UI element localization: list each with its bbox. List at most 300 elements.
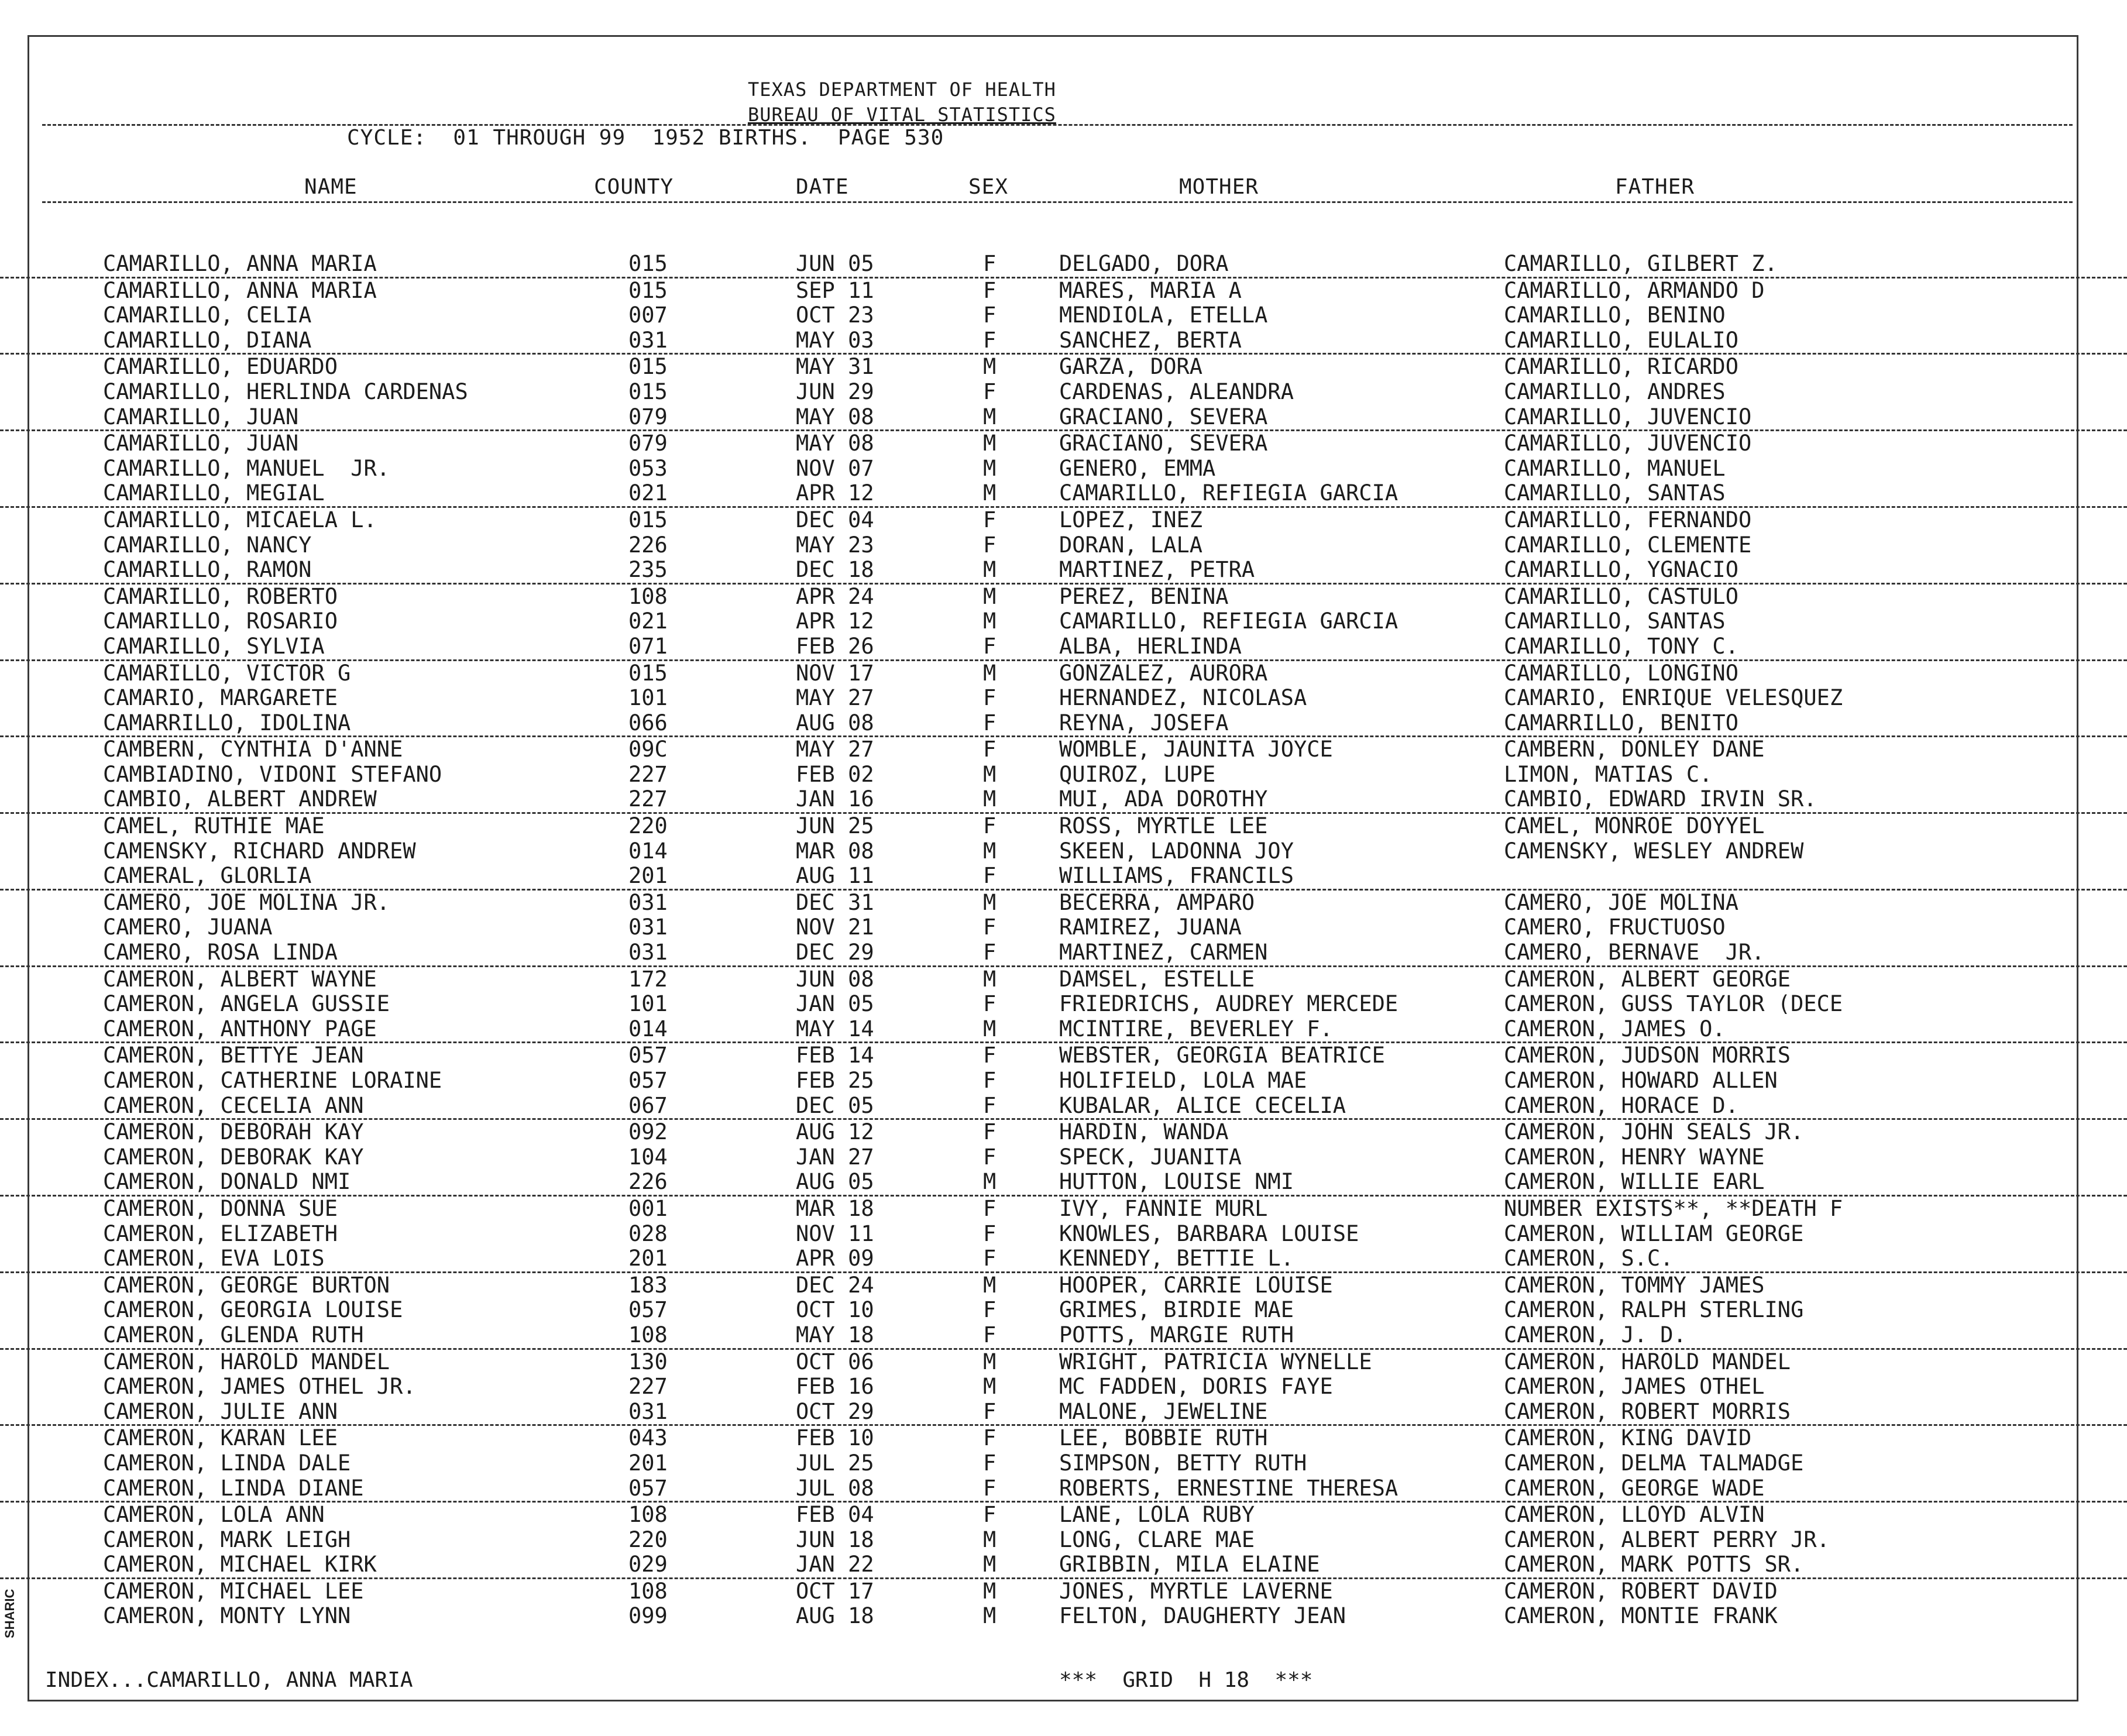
cell-date: AUG 05 [796,1169,874,1195]
cell-mother: FELTON, DAUGHERTY JEAN [1059,1603,1346,1629]
cell-father: CAMERON, KING DAVID [1504,1425,1752,1451]
cell-sex: M [983,1552,997,1577]
cell-name: CAMARIO, MARGARETE [103,685,338,711]
cell-mother: LEE, BOBBIE RUTH [1059,1425,1268,1451]
header-subtitle: BUREAU OF VITAL STATISTICS [748,104,1056,126]
cell-date: JUN 18 [796,1527,874,1552]
cell-name: CAMERON, GEORGE BURTON [103,1272,390,1298]
cell-mother: LOPEZ, INEZ [1059,507,1203,532]
cell-date: JAN 05 [796,991,874,1017]
cell-name: CAMERON, DONNA SUE [103,1195,338,1221]
table-row [0,1400,2127,1426]
table-row [0,940,2127,967]
cell-sex: F [983,1068,997,1093]
cell-date: DEC 04 [796,507,874,532]
cell-mother: GARZA, DORA [1059,354,1203,380]
cell-date: JAN 16 [796,786,874,812]
cell-county: 108 [628,583,668,609]
cell-sex: F [983,710,997,735]
table-row [0,405,2127,432]
cell-father: CAMERON, ROBERT MORRIS [1504,1398,1791,1424]
cell-sex: M [983,1578,997,1604]
cell-county: 108 [628,1322,668,1347]
cell-mother: LONG, CLARE MAE [1059,1527,1255,1552]
table-row [0,328,2127,355]
cell-county: 014 [628,838,668,864]
cell-name: CAMERON, JULIE ANN [103,1398,338,1424]
cell-sex: M [983,786,997,812]
cell-date: NOV 07 [796,455,874,481]
cell-name: CAMARILLO, ANNA MARIA [103,277,377,303]
cell-sex: F [983,633,997,659]
table-row [0,891,2127,916]
column-header-rule [42,201,2073,203]
table-row [0,762,2127,788]
cell-name: CAMERAL, GLORLIA [103,863,312,889]
cell-date: MAY 31 [796,354,874,380]
cell-mother: GENERO, EMMA [1059,455,1216,481]
cell-name: CAMERON, GLENDA RUTH [103,1322,364,1347]
cell-sex: M [983,660,997,686]
table-row [0,609,2127,634]
cell-mother: ROBERTS, ERNESTINE THERESA [1059,1475,1398,1501]
cell-father: CAMERON, DELMA TALMADGE [1504,1450,1804,1476]
cell-mother: CAMARILLO, REFIEGIA GARCIA [1059,480,1398,506]
cell-county: 014 [628,1016,668,1041]
cell-father: CAMARILLO, CASTULO [1504,583,1738,609]
cell-mother: FRIEDRICHS, AUDREY MERCEDE [1059,991,1398,1017]
table-row [0,1094,2127,1120]
cell-mother: MALONE, JEWELINE [1059,1398,1268,1424]
cell-county: 201 [628,1450,668,1476]
cell-father: CAMERON, JUDSON MORRIS [1504,1043,1791,1068]
cell-county: 001 [628,1195,668,1221]
cell-sex: M [983,609,997,634]
cell-name: CAMERON, BETTYE JEAN [103,1043,364,1068]
cell-mother: DAMSEL, ESTELLE [1059,966,1255,992]
cell-father: CAMBIO, EDWARD IRVIN SR. [1504,786,1817,812]
table-row [0,303,2127,328]
cell-father: CAMERON, MONTIE FRANK [1504,1603,1778,1629]
cell-sex: F [983,1398,997,1424]
cell-name: CAMARILLO, CELIA [103,302,312,328]
cell-mother: GRACIANO, SEVERA [1059,431,1268,456]
cell-county: 079 [628,431,668,456]
cell-date: FEB 02 [796,761,874,787]
table-row [0,1068,2127,1094]
cell-mother: HERNANDEZ, NICOLASA [1059,685,1307,711]
cell-date: OCT 29 [796,1398,874,1424]
cell-father: CAMERO, JOE MOLINA [1504,889,1738,915]
cell-sex: M [983,1272,997,1298]
col-date-header: DATE [796,175,849,199]
table-row [0,711,2127,738]
cell-name: CAMARILLO, NANCY [103,532,312,558]
cell-date: MAY 08 [796,431,874,456]
cell-county: 031 [628,327,668,353]
cell-name: CAMERON, MICHAEL LEE [103,1578,364,1604]
cell-father: CAMERON, GUSS TAYLOR (DECE [1504,991,1843,1017]
cell-mother: GRIBBIN, MILA ELAINE [1059,1552,1320,1577]
cell-name: CAMERON, DEBORAK KAY [103,1144,364,1170]
cell-county: 235 [628,557,668,583]
cell-mother: MARES, MARIA A [1059,277,1242,303]
cell-sex: M [983,431,997,456]
cell-mother: ALBA, HERLINDA [1059,633,1242,659]
cell-father: CAMERON, JAMES O. [1504,1016,1726,1041]
footer-index: INDEX...CAMARILLO, ANNA MARIA [45,1668,413,1692]
cell-county: 101 [628,685,668,711]
cell-sex: F [983,327,997,353]
cell-mother: CARDENAS, ALEANDRA [1059,379,1294,404]
cell-father: NUMBER EXISTS**, **DEATH F [1504,1195,1843,1221]
cell-county: 057 [628,1043,668,1068]
table-row [0,1246,2127,1273]
cell-mother: HOLIFIELD, LOLA MAE [1059,1068,1307,1093]
cell-father: CAMERON, ROBERT DAVID [1504,1578,1778,1604]
cell-name: CAMARILLO, HERLINDA CARDENAS [103,379,468,404]
cell-date: MAY 27 [796,737,874,762]
table-row [0,1451,2127,1476]
table-row [0,380,2127,405]
cell-mother: KNOWLES, BARBARA LOUISE [1059,1221,1359,1246]
cell-mother: WOMBLE, JAUNITA JOYCE [1059,737,1333,762]
cell-county: 079 [628,404,668,429]
cell-date: JAN 27 [796,1144,874,1170]
cell-mother: KUBALAR, ALICE CECELIA [1059,1092,1346,1118]
cell-county: 071 [628,633,668,659]
cell-name: CAMERON, MICHAEL KIRK [103,1552,377,1577]
cell-name: CAMERON, HAROLD MANDEL [103,1349,390,1374]
cell-sex: F [983,1221,997,1246]
footer-grid: *** GRID H 18 *** [1059,1668,1313,1692]
cell-name: CAMERON, LINDA DIANE [103,1475,364,1501]
cell-county: 108 [628,1578,668,1604]
cell-name: CAMERON, LINDA DALE [103,1450,351,1476]
cell-mother: GRIMES, BIRDIE MAE [1059,1297,1294,1323]
cell-sex: F [983,1092,997,1118]
cell-mother: HARDIN, WANDA [1059,1119,1229,1145]
cell-county: 227 [628,761,668,787]
table-row [0,585,2127,610]
cell-county: 029 [628,1552,668,1577]
cell-date: FEB 10 [796,1425,874,1451]
cell-father: CAMARIO, ENRIQUE VELESQUEZ [1504,685,1843,711]
cell-name: CAMERON, CATHERINE LORAINE [103,1068,442,1093]
cell-date: FEB 14 [796,1043,874,1068]
table-row [0,1197,2127,1222]
cell-county: 015 [628,354,668,380]
cell-father: CAMERON, LLOYD ALVIN [1504,1502,1765,1528]
cell-mother: RAMIREZ, JUANA [1059,915,1242,940]
cell-sex: F [983,1195,997,1221]
cell-sex: F [983,813,997,839]
cell-date: MAY 08 [796,404,874,429]
cell-father: CAMERON, MARK POTTS SR. [1504,1552,1804,1577]
table-row [0,1350,2127,1375]
col-sex-header: SEX [968,175,1009,199]
cell-sex: M [983,1016,997,1041]
cell-mother: MC FADDEN, DORIS FAYE [1059,1374,1333,1400]
cell-name: CAMERO, JUANA [103,915,273,940]
cell-sex: F [983,1246,997,1271]
cell-father: CAMERON, HORACE D. [1504,1092,1738,1118]
cell-sex: F [983,915,997,940]
cell-mother: BECERRA, AMPARO [1059,889,1255,915]
cell-county: 067 [628,1092,668,1118]
cell-county: 220 [628,1527,668,1552]
table-row [0,1503,2127,1528]
table-row [0,1043,2127,1068]
cell-name: CAMARILLO, JUAN [103,431,299,456]
cell-county: 130 [628,1349,668,1374]
cell-name: CAMARILLO, JUAN [103,404,299,429]
cell-mother: ROSS, MYRTLE LEE [1059,813,1268,839]
cell-mother: PEREZ, BENINA [1059,583,1229,609]
cell-father: CAMERON, WILLIE EARL [1504,1169,1765,1195]
cell-mother: QUIROZ, LUPE [1059,761,1216,787]
cell-sex: M [983,1527,997,1552]
cell-date: MAR 18 [796,1195,874,1221]
cell-father: CAMERON, JAMES OTHEL [1504,1374,1765,1400]
cell-name: CAMERON, GEORGIA LOUISE [103,1297,403,1323]
table-row [0,1552,2127,1579]
cell-county: 227 [628,786,668,812]
cell-father: CAMARILLO, ANDRES [1504,379,1726,404]
cell-mother: SKEEN, LADONNA JOY [1059,838,1294,864]
cell-date: JUN 08 [796,966,874,992]
table-row [0,1476,2127,1503]
cell-mother: KENNEDY, BETTIE L. [1059,1246,1294,1271]
cell-county: 220 [628,813,668,839]
cell-sex: F [983,1425,997,1451]
cell-county: 057 [628,1297,668,1323]
cell-date: JUN 05 [796,251,874,276]
cell-sex: M [983,1169,997,1195]
cell-date: DEC 31 [796,889,874,915]
cell-sex: M [983,455,997,481]
cell-father: CAMARILLO, GILBERT Z. [1504,251,1778,276]
cell-county: 066 [628,710,668,735]
cell-date: MAR 08 [796,838,874,864]
cell-name: CAMENSKY, RICHARD ANDREW [103,838,416,864]
cell-date: JUL 25 [796,1450,874,1476]
cell-sex: F [983,737,997,762]
cell-county: 053 [628,455,668,481]
cell-sex: M [983,838,997,864]
cell-mother: GONZALEZ, AURORA [1059,660,1268,686]
cell-date: JUN 25 [796,813,874,839]
cell-name: CAMARILLO, VICTOR G [103,660,351,686]
cell-father: CAMERON, S.C. [1504,1246,1674,1271]
table-row [0,252,2127,279]
cycle-line: CYCLE: 01 THROUGH 99 1952 BIRTHS. PAGE 530 [347,126,944,150]
cell-date: MAY 14 [796,1016,874,1041]
cell-father: CAMERON, JOHN SEALS JR. [1504,1119,1804,1145]
cell-father: CAMERON, HOWARD ALLEN [1504,1068,1778,1093]
cell-county: 092 [628,1119,668,1145]
cell-name: CAMARRILLO, IDOLINA [103,710,351,735]
cell-mother: REYNA, JOSEFA [1059,710,1229,735]
table-row [0,661,2127,686]
cell-name: CAMERON, KARAN LEE [103,1425,338,1451]
table-row [0,355,2127,380]
cell-sex: F [983,251,997,276]
cell-date: AUG 11 [796,863,874,889]
table-row [0,1426,2127,1451]
cell-sex: M [983,354,997,380]
cell-date: NOV 21 [796,915,874,940]
cell-date: MAY 27 [796,685,874,711]
side-stamp: SHARIC [2,1589,17,1638]
cell-name: CAMERON, LOLA ANN [103,1502,325,1528]
cell-county: 201 [628,863,668,889]
cell-name: CAMARILLO, MANUEL JR. [103,455,390,481]
cell-sex: M [983,1603,997,1629]
table-row [0,1298,2127,1323]
cell-mother: MUI, ADA DOROTHY [1059,786,1268,812]
cell-father: CAMARILLO, EULALIO [1504,327,1738,353]
cell-name: CAMARILLO, EDUARDO [103,354,338,380]
cell-sex: M [983,761,997,787]
cell-name: CAMARILLO, ROSARIO [103,609,338,634]
cell-county: 057 [628,1475,668,1501]
cell-father: CAMARILLO, TONY C. [1504,633,1738,659]
cell-name: CAMERON, ANTHONY PAGE [103,1016,377,1041]
table-row [0,279,2127,304]
cell-father: CAMERON, J. D. [1504,1322,1686,1347]
cell-father: CAMARILLO, YGNACIO [1504,557,1738,583]
cell-mother: MARTINEZ, PETRA [1059,557,1255,583]
table-row [0,787,2127,814]
cell-name: CAMERON, DEBORAH KAY [103,1119,364,1145]
cell-mother: POTTS, MARGIE RUTH [1059,1322,1294,1347]
cell-county: 015 [628,379,668,404]
cell-mother: MENDIOLA, ETELLA [1059,302,1268,328]
cell-father: CAMERON, TOMMY JAMES [1504,1272,1765,1298]
cell-mother: IVY, FANNIE MURL [1059,1195,1268,1221]
cell-father: CAMERON, WILLIAM GEORGE [1504,1221,1804,1246]
cell-county: 09C [628,737,668,762]
cell-sex: F [983,277,997,303]
cell-mother: HOOPER, CARRIE LOUISE [1059,1272,1333,1298]
cell-father: CAMARILLO, BENINO [1504,302,1726,328]
table-row [0,1273,2127,1298]
cell-mother: GRACIANO, SEVERA [1059,404,1268,429]
cell-sex: F [983,1297,997,1323]
cell-sex: M [983,1374,997,1400]
cell-father: CAMARILLO, LONGINO [1504,660,1738,686]
cell-sex: F [983,685,997,711]
cell-mother: SIMPSON, BETTY RUTH [1059,1450,1307,1476]
cell-sex: F [983,532,997,558]
table-row [0,1145,2127,1170]
cell-date: APR 12 [796,480,874,506]
cell-sex: M [983,583,997,609]
table-row [0,481,2127,508]
cell-date: APR 12 [796,609,874,634]
table-row [0,533,2127,558]
records-table [0,252,2127,1629]
cell-county: 021 [628,480,668,506]
table-row [0,915,2127,940]
col-name-header: NAME [304,175,358,199]
cell-mother: DORAN, LALA [1059,532,1203,558]
cell-sex: M [983,480,997,506]
cell-father: CAMARILLO, JUVENCIO [1504,431,1752,456]
cell-mother: DELGADO, DORA [1059,251,1229,276]
cell-sex: M [983,966,997,992]
cell-father: CAMERO, FRUCTUOSO [1504,915,1726,940]
cell-father: CAMARILLO, RICARDO [1504,354,1738,380]
cell-county: 007 [628,302,668,328]
cell-county: 099 [628,1603,668,1629]
cell-name: CAMBIO, ALBERT ANDREW [103,786,377,812]
cell-father: CAMARILLO, SANTAS [1504,609,1726,634]
cell-date: MAY 18 [796,1322,874,1347]
cell-date: DEC 29 [796,940,874,965]
cell-name: CAMERO, ROSA LINDA [103,940,338,965]
table-row [0,1170,2127,1197]
cell-name: CAMERON, JAMES OTHEL JR. [103,1374,416,1400]
cell-county: 015 [628,251,668,276]
cell-sex: F [983,1450,997,1476]
cell-name: CAMERON, MARK LEIGH [103,1527,351,1552]
cell-father: CAMERON, ALBERT GEORGE [1504,966,1791,992]
cell-name: CAMARILLO, ANNA MARIA [103,251,377,276]
table-row [0,1120,2127,1145]
cell-mother: MCINTIRE, BEVERLEY F. [1059,1016,1333,1041]
cell-name: CAMERON, ELIZABETH [103,1221,338,1246]
cell-sex: M [983,404,997,429]
cell-mother: WEBSTER, GEORGIA BEATRICE [1059,1043,1385,1068]
cell-father: CAMBERN, DONLEY DANE [1504,737,1765,762]
table-row [0,737,2127,762]
cell-county: 183 [628,1272,668,1298]
cell-date: APR 24 [796,583,874,609]
cell-county: 104 [628,1144,668,1170]
cell-county: 108 [628,1502,668,1528]
cell-name: CAMERON, EVA LOIS [103,1246,325,1271]
cell-county: 015 [628,660,668,686]
cell-county: 226 [628,532,668,558]
table-row [0,1323,2127,1350]
cell-sex: F [983,507,997,532]
cell-father: CAMEL, MONROE DOYYEL [1504,813,1765,839]
cell-county: 227 [628,1374,668,1400]
cell-sex: F [983,1043,997,1068]
cell-mother: SPECK, JUANITA [1059,1144,1242,1170]
cell-date: JUN 29 [796,379,874,404]
cell-mother: SANCHEZ, BERTA [1059,327,1242,353]
cell-father: CAMARILLO, ARMANDO D [1504,277,1765,303]
cell-sex: F [983,991,997,1017]
table-row [0,1374,2127,1400]
cell-date: NOV 11 [796,1221,874,1246]
cell-date: FEB 04 [796,1502,874,1528]
cell-date: OCT 23 [796,302,874,328]
cell-county: 172 [628,966,668,992]
cell-father: CAMERON, GEORGE WADE [1504,1475,1765,1501]
cell-date: AUG 12 [796,1119,874,1145]
cell-father: CAMARILLO, FERNANDO [1504,507,1752,532]
cell-sex: F [983,1322,997,1347]
cell-sex: M [983,1349,997,1374]
cell-county: 201 [628,1246,668,1271]
cell-sex: F [983,379,997,404]
cell-father: CAMARILLO, JUVENCIO [1504,404,1752,429]
cell-mother: MARTINEZ, CARMEN [1059,940,1268,965]
